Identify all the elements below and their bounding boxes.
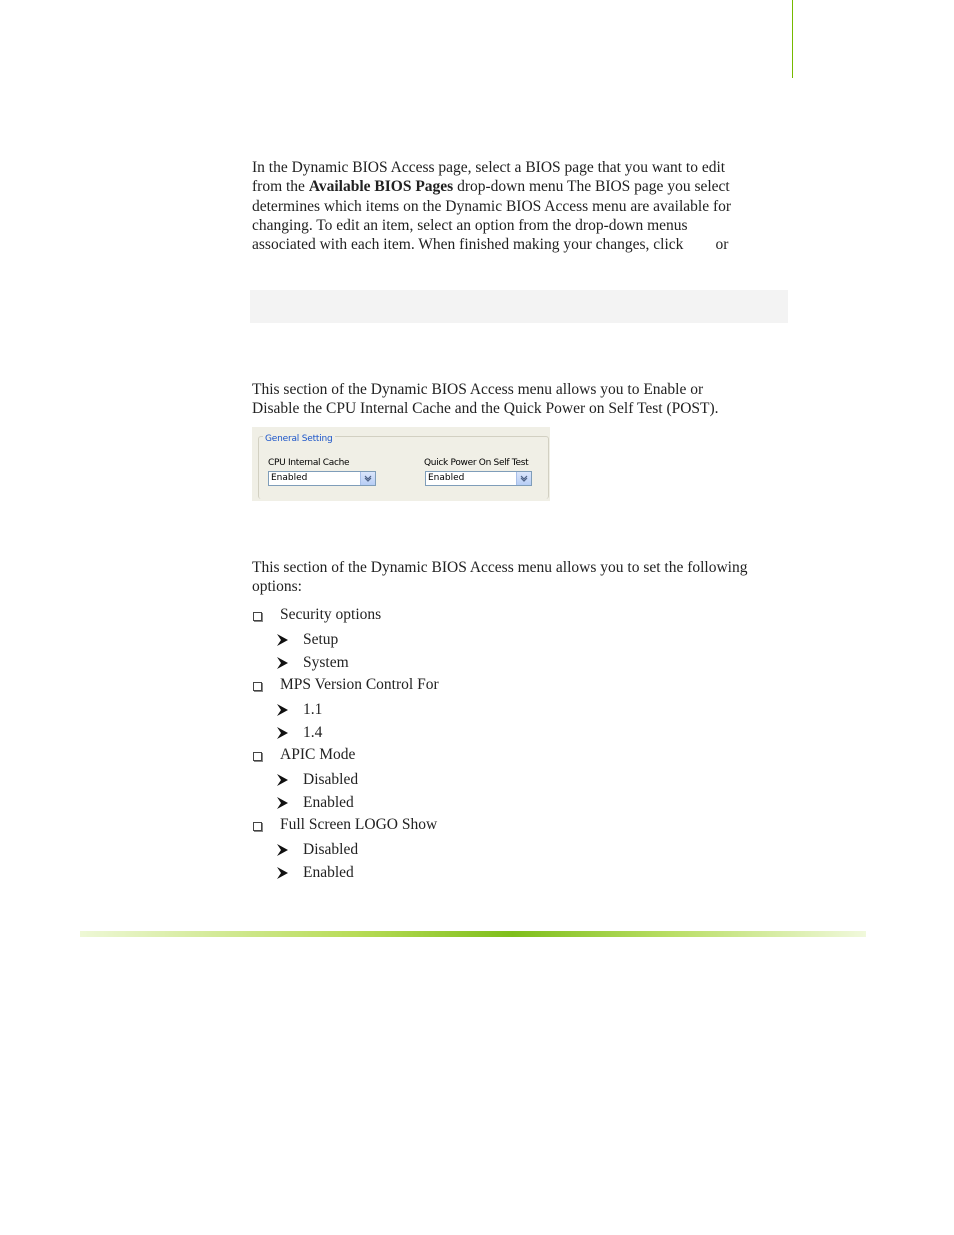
checkbox-bullet-icon	[253, 682, 262, 691]
intro-line: changing. To edit an item, select an option from the drop-down menus	[252, 216, 688, 234]
general-line: Disable the CPU Internal Cache and the Quick Power on Self Test (POST).	[252, 400, 719, 418]
option-value: Disabled	[303, 771, 359, 788]
advanced-paragraph	[252, 558, 792, 597]
note-band	[250, 290, 788, 323]
option-label: Full Screen LOGO Show	[280, 816, 438, 833]
footer-bar	[80, 931, 866, 937]
select-value: Enabled	[428, 473, 465, 483]
intro-text: associated with each item. When finished making your changes, click	[252, 236, 684, 254]
intro-line	[252, 235, 792, 254]
arrow-bullet-icon	[277, 703, 288, 715]
cpu-internal-cache-label: CPU Internal Cache	[268, 458, 350, 468]
option-label: APIC Mode	[280, 746, 356, 763]
arrow-bullet-icon	[277, 796, 288, 808]
quick-post-select[interactable]	[425, 471, 532, 486]
group-title: General Setting	[265, 434, 333, 444]
arrow-bullet-icon	[277, 866, 288, 878]
quick-post-label: Quick Power On Self Test	[424, 458, 529, 468]
cpu-internal-cache-select[interactable]	[268, 471, 376, 486]
option-value: Disabled	[303, 841, 359, 858]
option-value: 1.1	[303, 701, 323, 718]
arrow-bullet-icon	[277, 726, 288, 738]
arrow-bullet-icon	[277, 843, 288, 855]
intro-line: determines which items on the Dynamic BIOS Access menu are available for	[252, 197, 732, 215]
advanced-line: This section of the Dynamic BIOS Access menu allows you to set the following	[252, 559, 748, 576]
option-label: MPS Version Control For	[280, 676, 439, 693]
intro-paragraph	[252, 158, 792, 254]
option-value: 1.4	[303, 724, 323, 741]
checkbox-bullet-icon	[253, 612, 262, 621]
option-value: Enabled	[303, 864, 354, 881]
intro-text: drop-down menu The BIOS page you select	[453, 178, 730, 196]
general-paragraph	[252, 380, 792, 419]
arrow-bullet-icon	[277, 656, 288, 668]
available-bios-pages-term: Available BIOS Pages	[308, 178, 454, 196]
intro-line: In the Dynamic BIOS Access page, select a BIOS page that you want to edit	[252, 159, 726, 176]
checkbox-bullet-icon	[253, 822, 262, 831]
general-line: This section of the Dynamic BIOS Access menu allows you to Enable or	[252, 381, 704, 398]
arrow-bullet-icon	[277, 773, 288, 785]
select-value: Enabled	[271, 473, 308, 483]
chevron-down-icon[interactable]	[360, 472, 375, 485]
option-value: System	[303, 654, 349, 671]
chevron-down-icon[interactable]	[516, 472, 531, 485]
advanced-line: options:	[252, 578, 302, 596]
arrow-bullet-icon	[277, 633, 288, 645]
option-value: Setup	[303, 631, 339, 648]
intro-text: or	[715, 236, 729, 254]
general-setting-screenshot	[252, 427, 550, 501]
intro-line	[252, 177, 792, 196]
checkbox-bullet-icon	[253, 752, 262, 761]
intro-text: from the	[252, 178, 309, 196]
option-value: Enabled	[303, 794, 354, 811]
header-rule	[792, 0, 793, 78]
option-label: Security options	[280, 606, 382, 623]
